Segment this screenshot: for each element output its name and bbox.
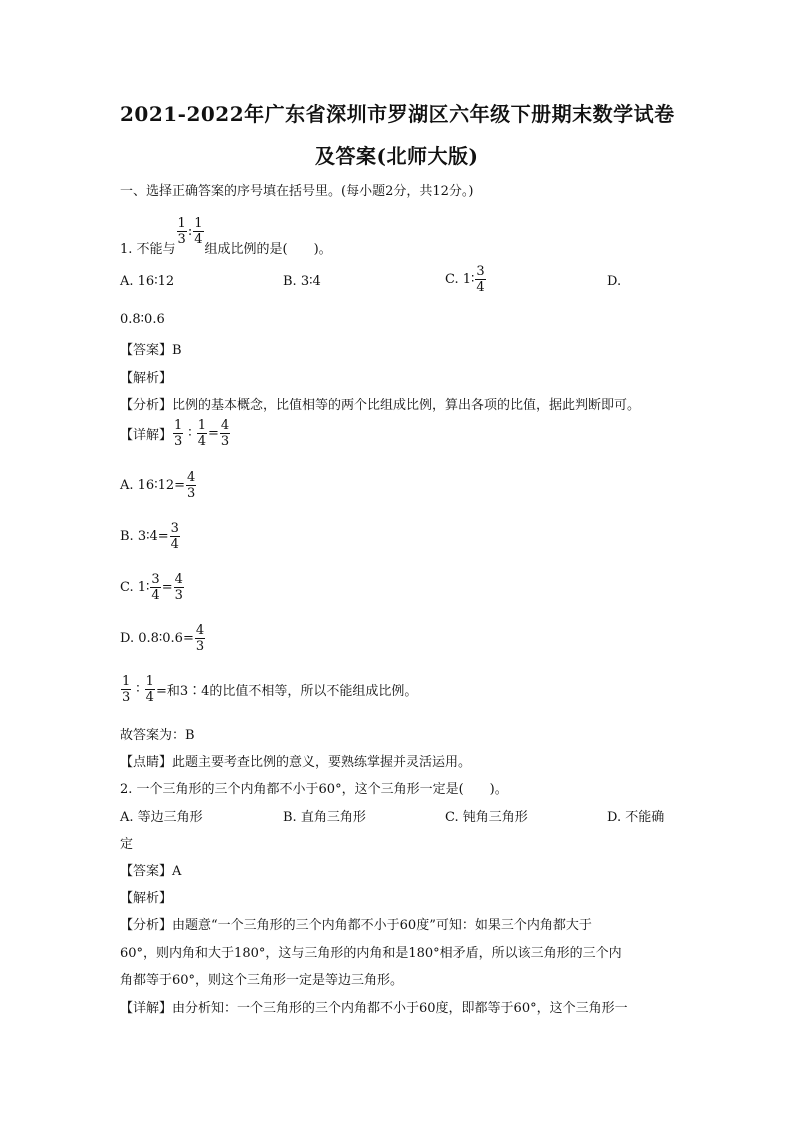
q2-analysis-line3: 角都等于60°，则这个三角形一定是等边三角形。: [120, 973, 404, 988]
q2-option-c: C. 钝角三角形: [445, 810, 528, 825]
q2-option-d: D. 不能确: [607, 810, 665, 825]
q2-detail: 【详解】由分析知：一个三角形的三个内角都不小于60度，即都等于60°，这个三角形一: [120, 1001, 628, 1016]
q1-option-d: D.: [607, 274, 622, 289]
q1-note: 【点睛】此题主要考查比例的意义，要熟练掌握并灵活运用。: [120, 755, 472, 770]
q1-option-a: A. 16∶12: [120, 274, 175, 289]
fraction: $\frac{3}{4}$: [151, 572, 160, 603]
q1-ratio: $\frac{1}{3}$ : $\frac{1}{4}$: [177, 216, 203, 247]
q2-option-a: A. 等边三角形: [120, 810, 203, 825]
fraction: $\frac{4}{3}$: [195, 623, 205, 654]
q1-option-c: C. 1∶ $\frac{3}{4}$: [445, 264, 485, 295]
q1-answer: 【答案】B: [120, 343, 182, 358]
q2-option-b: B. 直角三角形: [283, 810, 366, 825]
q2-analysis-line2: 60°，则内角和大于180°，这与三角形的内角和是180°相矛盾，所以该三角形的三个内: [120, 946, 622, 961]
q2-analysis-label: 【解析】: [120, 891, 173, 906]
q1-line-b: B. 3∶4= $\frac{3}{4}$: [120, 521, 179, 552]
q2-analysis-line1: 【分析】由题意“一个三角形的三个内角都不小于60度”可知：如果三个内角都大于: [120, 918, 592, 933]
fraction: $\frac{4}{3}$: [174, 572, 183, 603]
q2-answer: 【答案】A: [120, 864, 182, 879]
q1-option-d-value: 0.8∶0.6: [120, 312, 165, 327]
q1-final: 故答案为：B: [120, 728, 195, 743]
fraction: $\frac{3}{4}$: [476, 264, 485, 295]
fraction: $\frac{1}{3}$: [177, 216, 186, 247]
fraction: $\frac{1}{4}$: [194, 216, 203, 247]
q1-line-c: C. 1∶ $\frac{3}{4}$ = $\frac{4}{3}$: [120, 572, 183, 603]
q1-analysis: 【分析】比例的基本概念，比值相等的两个比组成比例，算出各项的比值，据此判断即可。: [120, 398, 641, 413]
q1-stem: [120, 210, 332, 257]
fraction: $\frac{3}{4}$: [170, 521, 179, 552]
q1-line-a: A. 16∶12= $\frac{4}{3}$: [120, 470, 196, 501]
section-heading: 一、选择正确答案的序号填在括号里。(每小题2分，共12分。): [120, 184, 474, 199]
fraction: $\frac{1}{3}$: [122, 674, 131, 705]
q2-option-d-cont: 定: [120, 837, 134, 852]
q1-suffix: 组成比例的是( )。: [204, 242, 332, 257]
fraction: $\frac{4}{3}$: [220, 418, 230, 449]
q1-prefix: 1. 不能与: [120, 242, 176, 257]
fraction: $\frac{1}{4}$: [145, 674, 154, 705]
q1-analysis-label: 【解析】: [120, 371, 173, 386]
fraction: $\frac{1}{4}$: [197, 418, 206, 449]
fraction: $\frac{4}{3}$: [187, 470, 196, 501]
q2-question: 2. 一个三角形的三个内角都不小于60°，这个三角形一定是( )。: [120, 782, 508, 797]
q1-option-b: B. 3∶4: [283, 274, 321, 289]
page-title-line2: 及答案(北师大版): [315, 144, 479, 168]
q1-line-d: D. 0.8∶0.6= $\frac{4}{3}$: [120, 623, 205, 654]
q1-conclusion: $\frac{1}{3}$ ∶ $\frac{1}{4}$ =和3∶4的比值不相等，所以不能组成比例。: [122, 674, 418, 705]
page-title: 2021-2022年广东省深圳市罗湖区六年级下册期末数学试卷: [120, 102, 675, 126]
fraction: $\frac{1}{3}$: [174, 418, 183, 449]
q1-detail: 【详解】 $\frac{1}{3}$ ∶ $\frac{1}{4}$ = $\frac{4}{3}$: [120, 418, 230, 449]
